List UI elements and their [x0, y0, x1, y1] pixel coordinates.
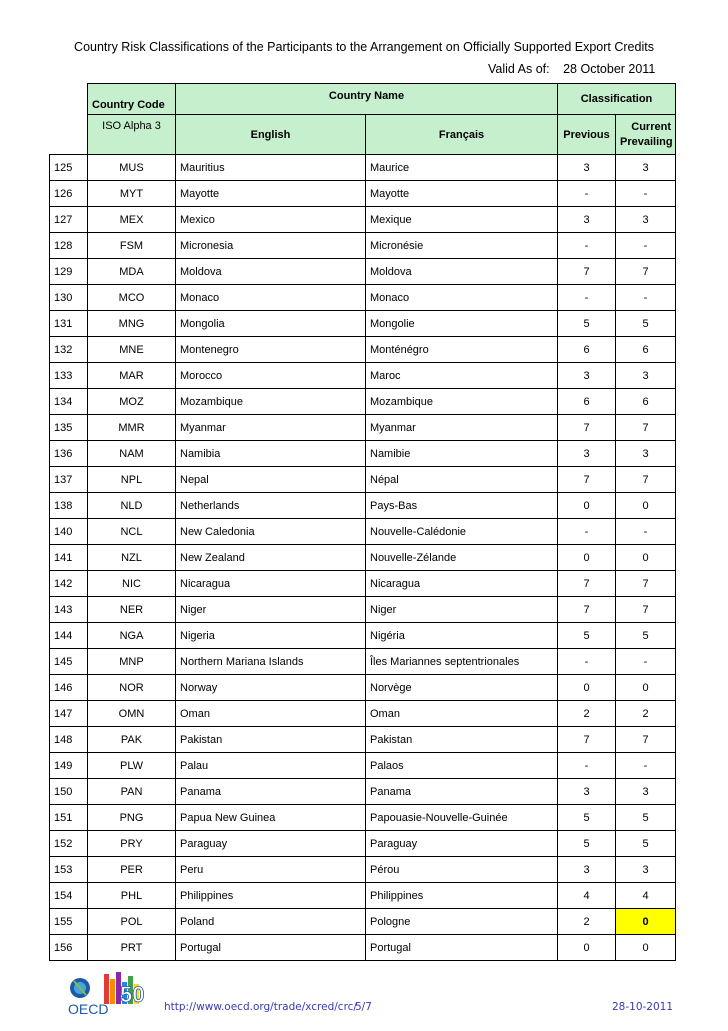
footer-page-number: 5/7 — [355, 1001, 372, 1013]
english-name: Norway — [176, 675, 366, 701]
row-number: 136 — [50, 441, 88, 467]
header-francais: Français — [366, 115, 558, 155]
footer-url[interactable]: http://www.oecd.org/trade/xcred/crc/ — [164, 1001, 357, 1013]
english-name: Netherlands — [176, 493, 366, 519]
english-name: Oman — [176, 701, 366, 727]
iso-code: PRY — [88, 831, 176, 857]
iso-code: PAN — [88, 779, 176, 805]
french-name: Pologne — [366, 909, 558, 935]
previous-class: - — [558, 181, 616, 207]
previous-class: 3 — [558, 857, 616, 883]
current-class: - — [616, 753, 676, 779]
row-number: 138 — [50, 493, 88, 519]
previous-class: 3 — [558, 207, 616, 233]
current-class: - — [616, 233, 676, 259]
current-class: 0 — [616, 909, 676, 935]
english-name: Nicaragua — [176, 571, 366, 597]
row-number: 137 — [50, 467, 88, 493]
previous-class: 2 — [558, 909, 616, 935]
english-name: Mozambique — [176, 389, 366, 415]
english-name: New Caledonia — [176, 519, 366, 545]
english-name: Morocco — [176, 363, 366, 389]
row-number: 153 — [50, 857, 88, 883]
row-number: 152 — [50, 831, 88, 857]
previous-class: 5 — [558, 311, 616, 337]
table-row — [50, 545, 676, 571]
current-class: 4 — [616, 883, 676, 909]
table-row — [50, 233, 676, 259]
french-name: Maurice — [366, 155, 558, 181]
table-row — [50, 493, 676, 519]
current-class: 7 — [616, 259, 676, 285]
previous-class: 2 — [558, 701, 616, 727]
english-name: Nigeria — [176, 623, 366, 649]
table-row — [50, 909, 676, 935]
iso-code: NZL — [88, 545, 176, 571]
iso-code: MNG — [88, 311, 176, 337]
french-name: Nouvelle-Calédonie — [366, 519, 558, 545]
previous-class: 3 — [558, 779, 616, 805]
iso-code: PRT — [88, 935, 176, 961]
row-number: 145 — [50, 649, 88, 675]
row-number: 128 — [50, 233, 88, 259]
english-name: Mauritius — [176, 155, 366, 181]
french-name: Norvège — [366, 675, 558, 701]
current-class: 5 — [616, 311, 676, 337]
row-number: 156 — [50, 935, 88, 961]
iso-code: PNG — [88, 805, 176, 831]
iso-code: MNP — [88, 649, 176, 675]
table-row — [50, 857, 676, 883]
previous-class: 0 — [558, 935, 616, 961]
french-name: Micronésie — [366, 233, 558, 259]
english-name: Palau — [176, 753, 366, 779]
iso-code: NGA — [88, 623, 176, 649]
previous-class: 0 — [558, 545, 616, 571]
row-number: 140 — [50, 519, 88, 545]
current-class: 7 — [616, 727, 676, 753]
iso-code: MNE — [88, 337, 176, 363]
french-name: Mayotte — [366, 181, 558, 207]
table-row — [50, 883, 676, 909]
french-name: Paraguay — [366, 831, 558, 857]
oecd-logo-text: OECD — [68, 1001, 109, 1017]
current-class: 3 — [616, 441, 676, 467]
row-number: 135 — [50, 415, 88, 441]
row-number: 141 — [50, 545, 88, 571]
current-class: 3 — [616, 155, 676, 181]
previous-class: 3 — [558, 441, 616, 467]
table-row — [50, 623, 676, 649]
header-previous: Previous — [558, 115, 616, 155]
table-row — [50, 935, 676, 961]
iso-code: MUS — [88, 155, 176, 181]
row-number: 154 — [50, 883, 88, 909]
table-row — [50, 727, 676, 753]
table-row — [50, 831, 676, 857]
french-name: Mozambique — [366, 389, 558, 415]
french-name: Myanmar — [366, 415, 558, 441]
row-number: 132 — [50, 337, 88, 363]
previous-class: 7 — [558, 415, 616, 441]
french-name: Moldova — [366, 259, 558, 285]
english-name: Portugal — [176, 935, 366, 961]
previous-class: - — [558, 233, 616, 259]
row-number: 144 — [50, 623, 88, 649]
row-number: 142 — [50, 571, 88, 597]
current-class: 7 — [616, 571, 676, 597]
iso-code: MDA — [88, 259, 176, 285]
previous-class: - — [558, 519, 616, 545]
english-name: Niger — [176, 597, 366, 623]
english-name: Paraguay — [176, 831, 366, 857]
previous-class: 5 — [558, 831, 616, 857]
french-name: Maroc — [366, 363, 558, 389]
previous-class: 7 — [558, 259, 616, 285]
english-name: Nepal — [176, 467, 366, 493]
french-name: Nigéria — [366, 623, 558, 649]
english-name: Pakistan — [176, 727, 366, 753]
french-name: Monténégro — [366, 337, 558, 363]
english-name: Moldova — [176, 259, 366, 285]
previous-class: 3 — [558, 155, 616, 181]
table-row — [50, 389, 676, 415]
current-class: 6 — [616, 389, 676, 415]
table-row — [50, 311, 676, 337]
current-class: 3 — [616, 363, 676, 389]
row-number: 127 — [50, 207, 88, 233]
row-number: 134 — [50, 389, 88, 415]
table-row — [50, 519, 676, 545]
previous-class: 5 — [558, 623, 616, 649]
footer-date: 28-10-2011 — [612, 1001, 674, 1013]
english-name: Mongolia — [176, 311, 366, 337]
iso-code: NPL — [88, 467, 176, 493]
current-class: 5 — [616, 623, 676, 649]
table-row — [50, 571, 676, 597]
previous-class: 7 — [558, 571, 616, 597]
classification-table — [49, 83, 676, 961]
oecd-logo — [64, 970, 160, 1018]
table-row — [50, 675, 676, 701]
table-row — [50, 155, 676, 181]
previous-class: 7 — [558, 597, 616, 623]
french-name: Oman — [366, 701, 558, 727]
row-number: 129 — [50, 259, 88, 285]
previous-class: - — [558, 753, 616, 779]
header-iso: ISO Alpha 3 — [88, 115, 176, 155]
french-name: Mexique — [366, 207, 558, 233]
row-number: 131 — [50, 311, 88, 337]
header-country-name: Country Name — [176, 84, 558, 115]
previous-class: 6 — [558, 337, 616, 363]
french-name: Portugal — [366, 935, 558, 961]
header-classification: Classification — [558, 84, 676, 115]
french-name: Îles Mariannes septentrionales — [366, 649, 558, 675]
french-name: Philippines — [366, 883, 558, 909]
table-row — [50, 259, 676, 285]
table-row — [50, 701, 676, 727]
previous-class: 6 — [558, 389, 616, 415]
row-number: 133 — [50, 363, 88, 389]
french-name: Namibie — [366, 441, 558, 467]
current-class: - — [616, 181, 676, 207]
iso-code: MEX — [88, 207, 176, 233]
current-class: - — [616, 519, 676, 545]
english-name: Papua New Guinea — [176, 805, 366, 831]
iso-code: PER — [88, 857, 176, 883]
english-name: Myanmar — [176, 415, 366, 441]
iso-code: MAR — [88, 363, 176, 389]
row-number: 125 — [50, 155, 88, 181]
row-number: 147 — [50, 701, 88, 727]
english-name: Montenegro — [176, 337, 366, 363]
table-row — [50, 467, 676, 493]
current-class: 0 — [616, 675, 676, 701]
header-current: Current Prevailing — [616, 115, 676, 155]
english-name: Poland — [176, 909, 366, 935]
row-number: 155 — [50, 909, 88, 935]
iso-code: NAM — [88, 441, 176, 467]
current-class: 3 — [616, 779, 676, 805]
iso-code: NCL — [88, 519, 176, 545]
iso-code: NER — [88, 597, 176, 623]
previous-class: 7 — [558, 467, 616, 493]
french-name: Népal — [366, 467, 558, 493]
french-name: Panama — [366, 779, 558, 805]
current-class: 2 — [616, 701, 676, 727]
current-class: 5 — [616, 805, 676, 831]
table-row — [50, 649, 676, 675]
table-row — [50, 285, 676, 311]
french-name: Papouasie-Nouvelle-Guinée — [366, 805, 558, 831]
row-number: 150 — [50, 779, 88, 805]
current-class: - — [616, 649, 676, 675]
valid-as-of — [488, 62, 655, 76]
english-name: Monaco — [176, 285, 366, 311]
french-name: Palaos — [366, 753, 558, 779]
table-row — [50, 363, 676, 389]
table-row — [50, 779, 676, 805]
table-row — [50, 597, 676, 623]
french-name: Niger — [366, 597, 558, 623]
iso-code: MCO — [88, 285, 176, 311]
current-class: 5 — [616, 831, 676, 857]
english-name: Panama — [176, 779, 366, 805]
iso-code: NOR — [88, 675, 176, 701]
previous-class: 7 — [558, 727, 616, 753]
french-name: Pays-Bas — [366, 493, 558, 519]
row-number: 148 — [50, 727, 88, 753]
iso-code: PLW — [88, 753, 176, 779]
french-name: Pakistan — [366, 727, 558, 753]
table-row — [50, 337, 676, 363]
current-class: 7 — [616, 415, 676, 441]
row-number: 130 — [50, 285, 88, 311]
french-name: Nouvelle-Zélande — [366, 545, 558, 571]
english-name: Mexico — [176, 207, 366, 233]
current-class: 0 — [616, 493, 676, 519]
row-number: 146 — [50, 675, 88, 701]
french-name: Mongolie — [366, 311, 558, 337]
english-name: Namibia — [176, 441, 366, 467]
iso-code: MYT — [88, 181, 176, 207]
current-class: 0 — [616, 545, 676, 571]
iso-code: FSM — [88, 233, 176, 259]
table-row — [50, 441, 676, 467]
english-name: Mayotte — [176, 181, 366, 207]
english-name: Micronesia — [176, 233, 366, 259]
english-name: Philippines — [176, 883, 366, 909]
iso-code: NIC — [88, 571, 176, 597]
valid-label: Valid As of: — [488, 62, 550, 76]
valid-date: 28 October 2011 — [563, 62, 656, 76]
iso-code: POL — [88, 909, 176, 935]
previous-class: 5 — [558, 805, 616, 831]
french-name: Monaco — [366, 285, 558, 311]
current-class: 3 — [616, 857, 676, 883]
french-name: Pérou — [366, 857, 558, 883]
table-row — [50, 753, 676, 779]
table-row — [50, 805, 676, 831]
row-number: 151 — [50, 805, 88, 831]
document-title: Country Risk Classifications of the Participants to the Arrangement on Officially Supported Export Credits — [74, 40, 654, 54]
current-class: - — [616, 285, 676, 311]
iso-code: MOZ — [88, 389, 176, 415]
table-row — [50, 207, 676, 233]
previous-class: 3 — [558, 363, 616, 389]
current-class: 7 — [616, 597, 676, 623]
current-class: 3 — [616, 207, 676, 233]
oecd-logo-number: 50 — [120, 982, 145, 1007]
current-class: 0 — [616, 935, 676, 961]
french-name: Nicaragua — [366, 571, 558, 597]
previous-class: - — [558, 649, 616, 675]
iso-code: MMR — [88, 415, 176, 441]
current-class: 6 — [616, 337, 676, 363]
english-name: New Zealand — [176, 545, 366, 571]
header-country-code: Country Code — [88, 84, 176, 115]
previous-class: 0 — [558, 493, 616, 519]
header-english: English — [176, 115, 366, 155]
previous-class: - — [558, 285, 616, 311]
row-number: 126 — [50, 181, 88, 207]
english-name: Peru — [176, 857, 366, 883]
table-row — [50, 415, 676, 441]
row-number: 149 — [50, 753, 88, 779]
iso-code: OMN — [88, 701, 176, 727]
table-row — [50, 181, 676, 207]
previous-class: 0 — [558, 675, 616, 701]
row-number: 143 — [50, 597, 88, 623]
current-class: 7 — [616, 467, 676, 493]
iso-code: PAK — [88, 727, 176, 753]
iso-code: PHL — [88, 883, 176, 909]
english-name: Northern Mariana Islands — [176, 649, 366, 675]
iso-code: NLD — [88, 493, 176, 519]
previous-class: 4 — [558, 883, 616, 909]
